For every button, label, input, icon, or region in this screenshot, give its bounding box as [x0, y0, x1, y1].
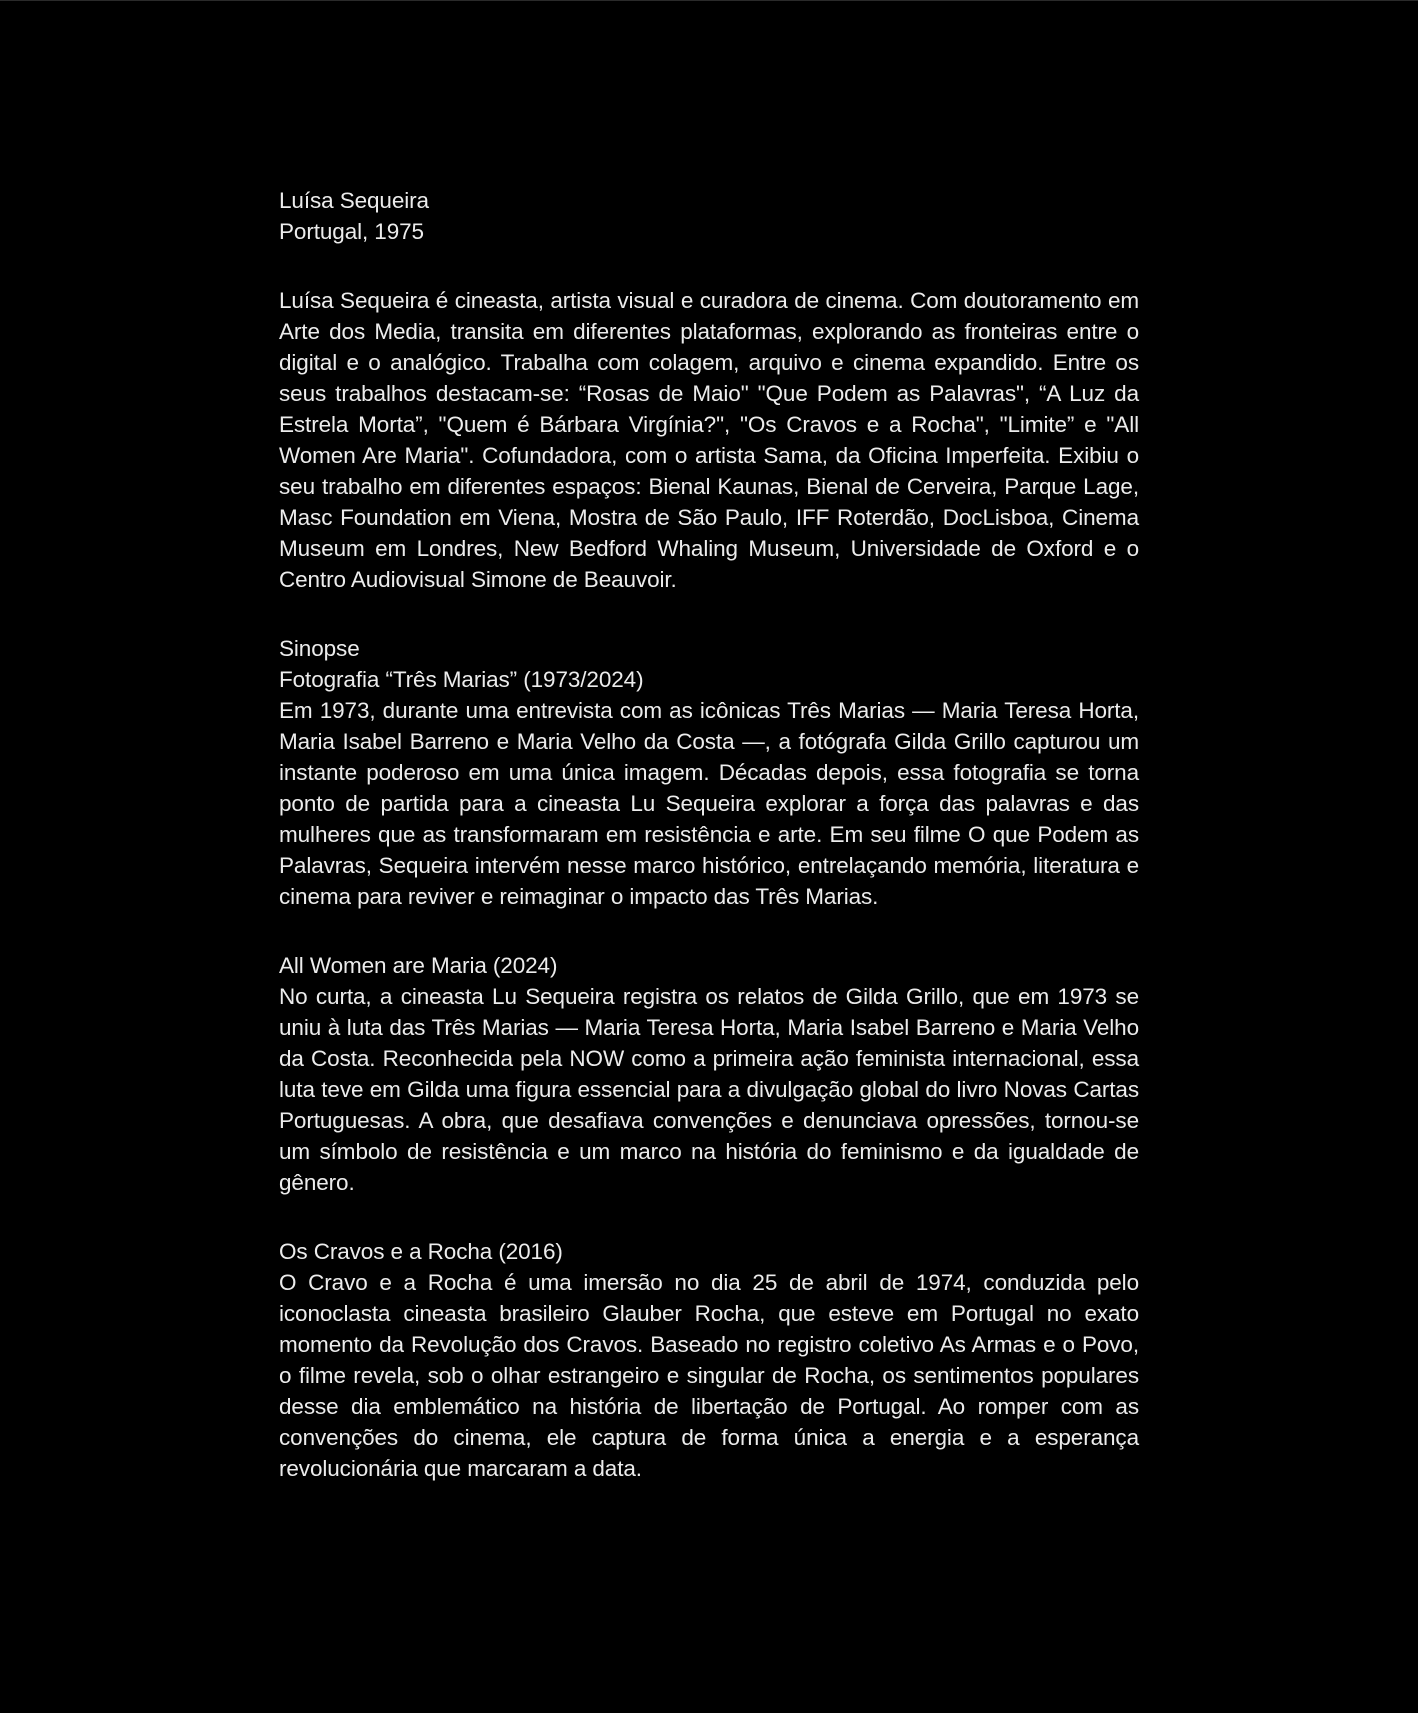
section-gap [279, 247, 1139, 285]
author-bio: Luísa Sequeira é cineasta, artista visual e curadora de cinema. Com doutoramento em Arte dos Media, transita em diferentes plataformas, explorando as fronteiras entre o digital e o analógico. Trabalha com colagem, arquivo e cinema expandido. Entre os seus trabalhos destacam-se: “Rosas de Maio" "Que Podem as Palavras", “A Luz da Estrela Morta”, "Quem é Bárbara Virgínia?", "Os Cravos e a Rocha", "Limite” e "All Women Are Maria". Cofundadora, com o artista Sama, da Oficina Imperfeita. Exibiu o seu trabalho em diferentes espaços: Bienal Kaunas, Bienal de Cerveira, Parque Lage, Masc Foundation em Viena, Mostra de São Paulo, IFF Roterdão, DocLisboa, Cinema Museum em Londres, New Bedford Whaling Museum, Universidade de Oxford e o Centro Audiovisual Simone de Beauvoir. [279, 288, 1139, 592]
author-name: Luísa Sequeira [279, 188, 429, 213]
author-origin: Portugal, 1975 [279, 219, 424, 244]
top-border-line [0, 0, 1418, 1]
work-title-tres-marias: Fotografia “Três Marias” (1973/2024) [279, 667, 644, 692]
work-text-cravos-rocha: O Cravo e a Rocha é uma imersão no dia 25 de abril de 1974, conduzida pelo iconoclasta cineasta brasileiro Glauber Rocha, que esteve em Portugal no exato momento da Revolução dos Cravos. Baseado no registro coletivo As Armas e o Povo, o filme revela, sob o olhar estrangeiro e singular de Rocha, os sentimentos populares desse dia emblemático na história de libertação de Portugal. Ao romper com as convenções do cinema, ele captura de forma única a energia e a esperança revolucionária que marcaram a data. [279, 1270, 1139, 1481]
work-title-cravos-rocha: Os Cravos e a Rocha (2016) [279, 1239, 563, 1264]
document-body [279, 185, 1139, 1484]
section-gap [279, 595, 1139, 633]
work-text-tres-marias: Em 1973, durante uma entrevista com as icônicas Três Marias — Maria Teresa Horta, Maria Isabel Barreno e Maria Velho da Costa —, a fotógrafa Gilda Grillo capturou um instante poderoso em uma única imagem. Décadas depois, essa fotografia se torna ponto de partida para a cineasta Lu Sequeira explorar a força das palavras e das mulheres que as transformaram em resistência e arte. Em seu filme O que Podem as Palavras, Sequeira intervém nesse marco histórico, entrelaçando memória, literatura e cinema para reviver e reimaginar o impacto das Três Marias. [279, 698, 1139, 909]
work-title-all-women: All Women are Maria (2024) [279, 953, 558, 978]
section-gap [279, 1198, 1139, 1236]
section-gap [279, 912, 1139, 950]
synopsis-heading: Sinopse [279, 636, 360, 661]
work-text-all-women: No curta, a cineasta Lu Sequeira registra os relatos de Gilda Grillo, que em 1973 se uniu à luta das Três Marias — Maria Teresa Horta, Maria Isabel Barreno e Maria Velho da Costa. Reconhecida pela NOW como a primeira ação feminista internacional, essa luta teve em Gilda uma figura essencial para a divulgação global do livro Novas Cartas Portuguesas. A obra, que desafiava convenções e denunciava opressões, tornou-se um símbolo de resistência e um marco na história do feminismo e da igualdade de gênero. [279, 984, 1139, 1195]
